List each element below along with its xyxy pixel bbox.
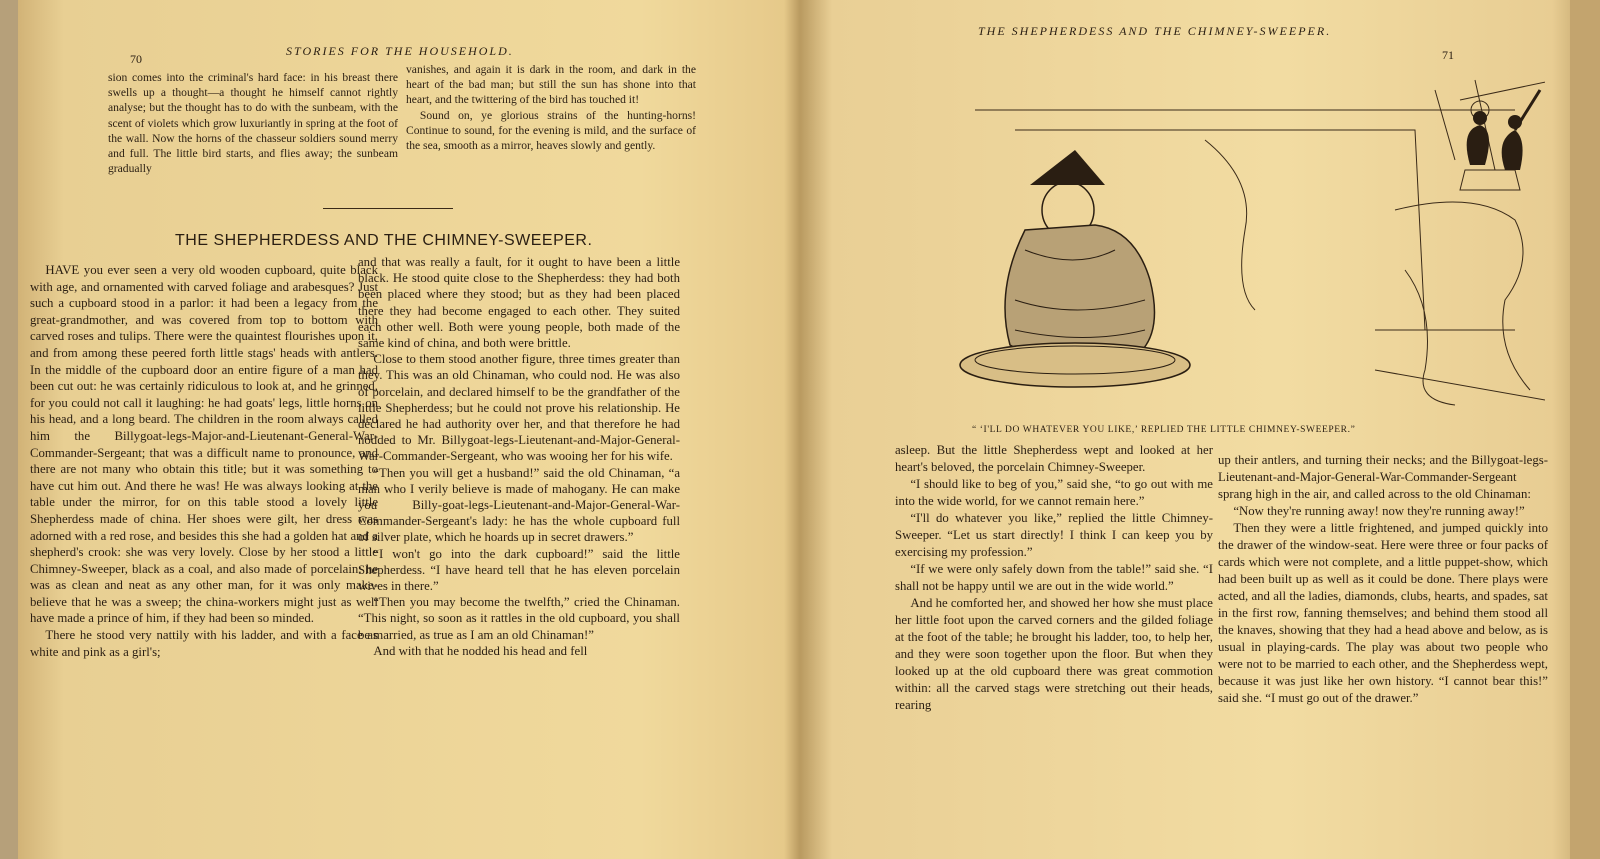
story-column-2: up their antlers, and turning their necks; and the Billygoat-legs-Lieutenant-and-Major-General-War-Commander-Sergeant sprang high in the air, and called across to the old Chinaman: “Now they're running away! now they're running away!” Then they were a little frightened, and jumped quickly into the drawer of the window-seat. Here were three or four packs of cards which were not complete, and a little puppet-show, which had been built up as well as it could be done. There plays were acted, and all the ladies, diamonds, clubs, hearts, and spades, sat in the first row, fanning themselves; and behind them stood all the knaves, showing that they had a head above and below, as is usual in playing-cards. The play was about two people who were not to be married to each other, and the Shepherdess wept, because it was just like her own history. “I cannot bear this!” said she. “I must go out of the drawer.” (1218, 453, 1548, 705)
left-page (18, 0, 798, 859)
chinaman-figure (960, 150, 1190, 387)
running-head: THE SHEPHERDESS AND THE CHIMNEY-SWEEPER. (978, 24, 1332, 38)
book-edge-right (1570, 0, 1600, 859)
shepherdess-and-sweeper-figures (1467, 90, 1540, 170)
section-rule (323, 208, 453, 209)
top-column-1: sion comes into the criminal's hard face: in his breast there swells up a thought—a thought he himself cannot rightly analyse; but the thought has to do with the sunbeam, with the scent of violets which grow luxuriantly in spring at the foot of the wall. Now the horns of the chasseur soldiers sound merry and full. The little bird starts, and flies away; the sunbeam gradually (108, 71, 398, 176)
story-column-2: and that was really a fault, for it ought to have been a little black. He stood quite close to the Shepherdess: they had both been placed where they stood; but as they had been placed there they had become engaged to each other. They suited each other well. Both were young people, both made of the same kind of china, and both were brittle. Close to them stood another figure, three times greater than they. This was an old Chinaman, who could nod. He was also of porcelain, and declared himself to be the grandfather of the little Shepherdess; but he could not prove his relationship. He declared he had authority over her, and that therefore he had nodded to Mr. Billygoat-legs-Lieutenant-and-Major-General-War-Commander-Sergeant, who was wooing her for his wife. “Then you will get a husband!” said the old Chinaman, “a man who I verily believe is made of mahogany. He can make you Billy-goat-legs-Lieutenant-and-Major-General-War-Commander-Sergeant's lady: he has the whole cupboard full of silver plate, which he hoards up in secret drawers.” “I won't go into the dark cupboard!” said the little Shepherdess. “I have heard tell that he has eleven porcelain wives in there.” “Then you may become the twelfth,” cried the Chinaman. “This night, so soon as it rattles in the old cupboard, you shall be married, as true as I am an old Chinaman!” And with that he nodded his head and fell (358, 255, 680, 658)
story-column-1: HAVE you ever seen a very old wooden cupboard, quite black with age, and ornamented with carved foliage and arabesques? Just such a cupboard stood in a parlor: it had been a legacy from the great-grandmother, and was covered from top to bottom with carved roses and tulips. There were the quaintest flourishes upon it, and from among these peered forth little stags' heads with antlers. In the middle of the cupboard door an entire figure of a man had been cut out: he was certainly ridiculous to look at, and he grinned, for you could not call it laughing: he had goats' legs, little horns on his head, and a long beard. The children in the room always called him the Billygoat-legs-Major-and-Lieutenant-General-War-Commander-Sergeant; that was a difficult name to pronounce, and there are not many who obtain this title; but it was something to have cut him out. And there he was! He was always looking at the table under the mirror, for on this table stood a lovely little Shepherdess made of china. Her shoes were gilt, her dress was adorned with a red rose, and besides this she had a golden hat and a shepherd's crook: she was very lovely. Close by her stood a little Chimney-Sweeper, black as a coal, and also made of porcelain: he was as clean and neat as any other man, for it was only make-believe that he was a sweep; the china-workers might just as well have made a prince of him, if they had been so minded. There he stood very nattily with his ladder, and with a face as white and pink as a girl's; (30, 263, 378, 659)
top-column-2: vanishes, and again it is dark in the room, and dark in the heart of the bad man; but still the sun has shone into that heart, and the twittering of the bird has touched it! Sound on, ye glorious strains of the hunting-horns! Continue to sound, for the evening is mild, and the surface of the sea, smooth as a mirror, heaves slowly and gently. (406, 63, 696, 153)
running-head: STORIES FOR THE HOUSEHOLD. (286, 44, 514, 58)
story-column-1: asleep. But the little Shepherdess wept and looked at her heart's beloved, the porcelain Chimney-Sweeper. “I should like to beg of you,” said she, “to go out with me into the wide world, for we cannot remain here.” “I'll do whatever you like,” replied the little Chimney-Sweeper. “Let us start directly! I think I can keep you by exercising my profession.” “If we were only safely down from the table!” said she. “I shall not be happy until we are out in the wide world.” And he comforted her, and showed her how she must place her little foot upon the carved corners and the gilded foliage at the foot of the table; he brought his ladder, too, to help her, and they were soon together upon the floor. But when they looked up at the old cupboard there was great commotion within: all the carved stags were stretching out their heads, rearing (895, 443, 1213, 712)
page-number: 70 (130, 52, 142, 66)
illustration (955, 70, 1545, 420)
illustration-caption: “ ‘I'LL DO WHATEVER YOU LIKE,’ REPLIED THE LITTLE CHIMNEY-SWEEPER.” (972, 425, 1356, 435)
page-number: 71 (1442, 48, 1454, 62)
book-edge-left (0, 0, 18, 859)
story-title: THE SHEPHERDESS AND THE CHIMNEY-SWEEPER. (175, 232, 593, 249)
right-page (800, 0, 1570, 859)
